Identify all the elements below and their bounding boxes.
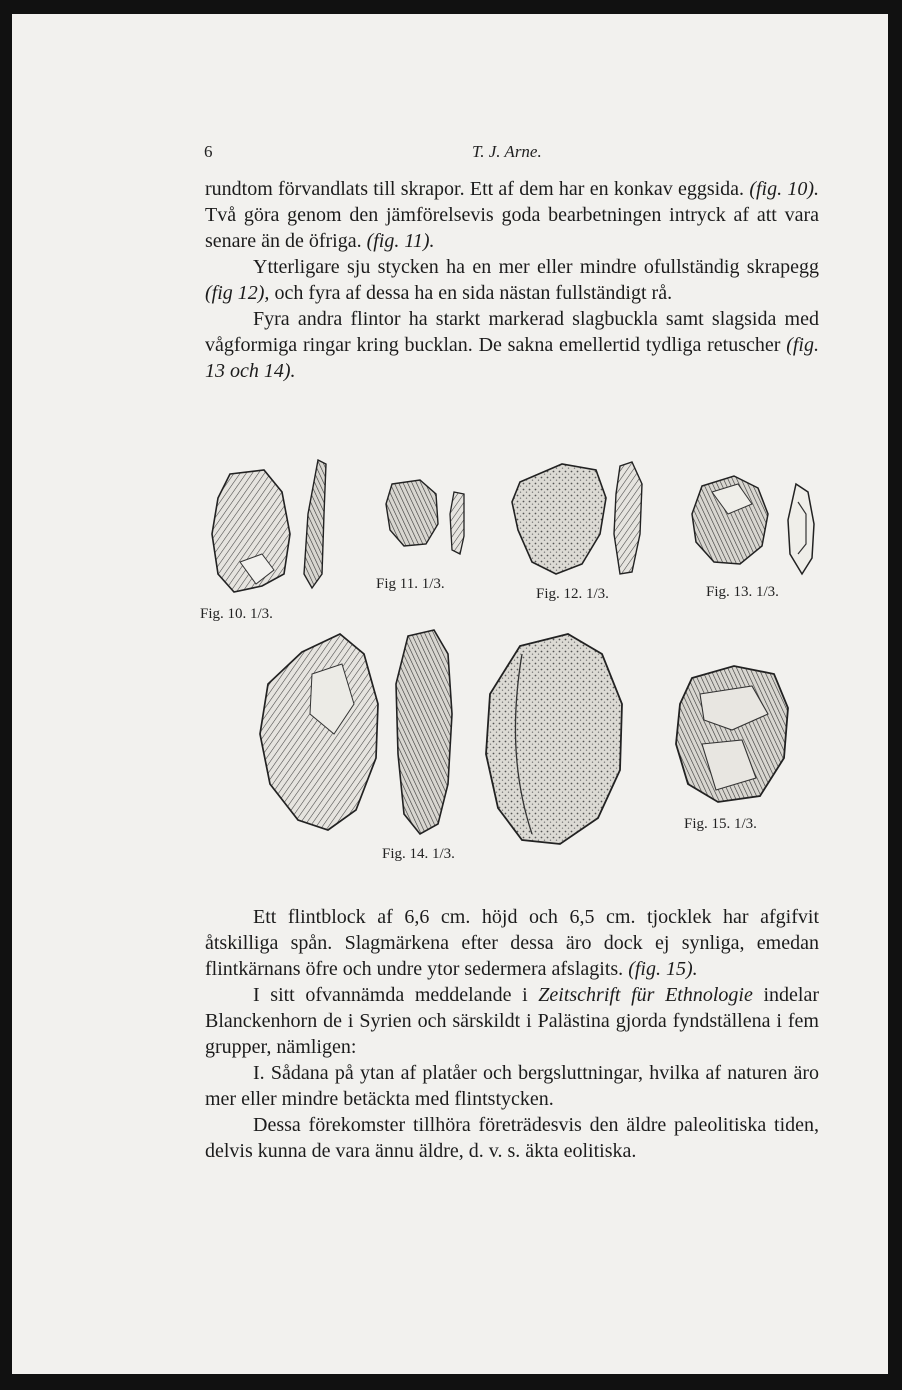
- fig-14-flint-side: [396, 630, 452, 834]
- paragraph-text: I sitt ofvannämda meddelande i: [253, 984, 528, 1006]
- paragraph: [205, 982, 819, 1060]
- fig-12-flint-side: [614, 462, 642, 574]
- fig-12-flint-front: [512, 464, 606, 574]
- caption-fig-14: Fig. 14. 1/3.: [382, 846, 455, 862]
- fig-14-flint-front: [260, 634, 378, 830]
- fig-14-flint-back: [486, 634, 622, 844]
- caption-fig-15: Fig. 15. 1/3.: [684, 816, 757, 832]
- running-head-author: T. J. Arne.: [472, 142, 542, 161]
- figure-reference: (fig. 11).: [366, 230, 435, 252]
- paragraph: [205, 904, 819, 982]
- caption-fig-13: Fig. 13. 1/3.: [706, 584, 779, 600]
- figure-reference: (fig. 13 och 14).: [205, 334, 819, 382]
- caption-fig-12: Fig. 12. 1/3.: [536, 586, 609, 602]
- fig-11-flint-side: [450, 492, 464, 554]
- fig-13-flint-side: [788, 484, 814, 574]
- paragraph-text: rundtom förvandlats till skrapor. Ett af dem har en konkav eggsida.: [205, 178, 745, 200]
- page-number: 6: [204, 142, 213, 161]
- caption-fig-11: Fig 11. 1/3.: [376, 576, 445, 592]
- paragraph-text: Dessa förekomster tillhöra företrädesvis den äldre paleolitiska tiden, delvis kunna de vara ännu äldre, d. v. s. äkta eolitiska.: [205, 1114, 819, 1162]
- figure-reference: (fig 12),: [205, 282, 270, 304]
- journal-title: Zeitschrift für Ethnologie: [538, 984, 753, 1006]
- caption-fig-10: Fig. 10. 1/3.: [200, 606, 273, 622]
- paragraph-text: Två göra genom den jämförelsevis goda bearbetningen intryck af att vara senare än de öfriga.: [205, 204, 819, 252]
- fig-10-flint-front: [212, 470, 290, 592]
- figure-reference: (fig. 10).: [749, 178, 819, 200]
- flint-illustrations: [12, 14, 888, 894]
- figure-reference: (fig. 15).: [628, 958, 698, 980]
- paragraph: [205, 1112, 819, 1164]
- fig-13-flint-front: [692, 476, 768, 564]
- paragraph-text: Fyra andra flintor ha starkt markerad slagbuckla samt slagsida med vågformiga ringar kring bucklan. De sakna emellertid tydliga retuscher: [205, 308, 819, 356]
- paragraph-text: I. Sådana på ytan af platåer och bergsluttningar, hvilka af naturen äro mer eller mindre betäckta med flintstycken.: [205, 1062, 819, 1110]
- paragraph: [205, 1060, 819, 1112]
- fig-10-flint-side: [304, 460, 326, 588]
- paragraph-text: och fyra af dessa ha en sida nästan fullständigt rå.: [269, 282, 673, 304]
- fig-11-flint-front: [386, 480, 438, 546]
- paragraph-text: indelar Blanckenhorn de i Syrien och särskildt i Palästina gjorda fyndställena i fem grupper, nämligen:: [205, 984, 819, 1058]
- text-block-bottom: [205, 904, 819, 1164]
- paragraph-text: Ytterligare sju stycken ha en mer eller mindre ofullständig skrapegg: [253, 256, 819, 278]
- fig-15-flint-core: [676, 666, 788, 802]
- paragraph-text: Ett flintblock af 6,6 cm. höjd och 6,5 cm. tjocklek har afgifvit åtskilliga spån. Slagmärkena efter dessa äro dock ej synliga, emedan flintkärnans öfre och undre ytor sedermera afslagits.: [205, 906, 819, 980]
- book-page: [12, 14, 888, 1374]
